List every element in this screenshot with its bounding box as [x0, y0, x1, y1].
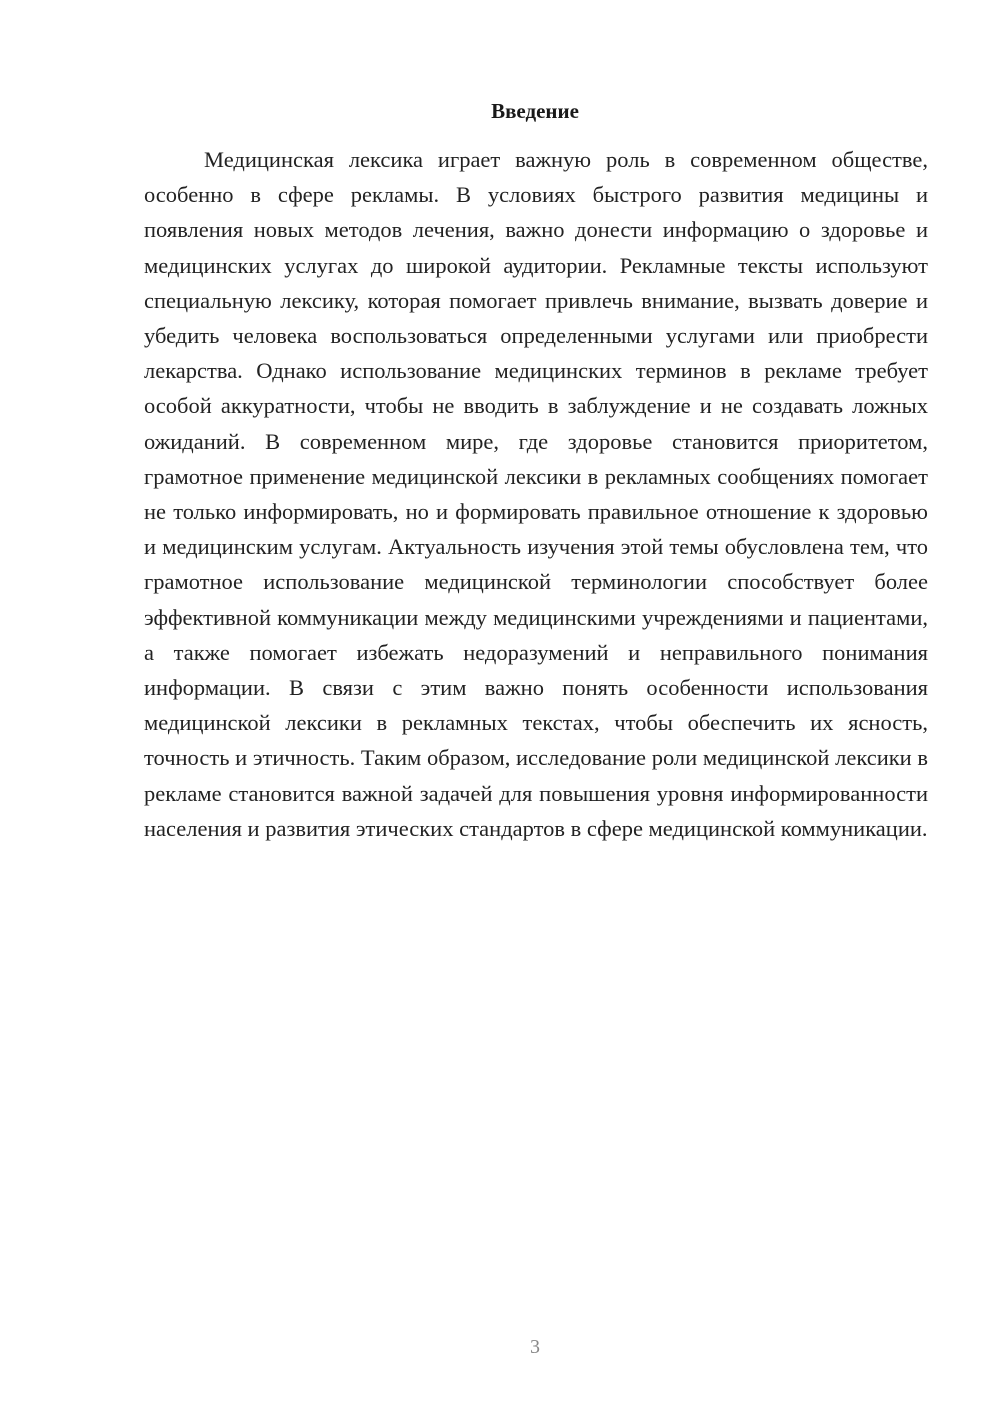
body-paragraph: Медицинская лексика играет важную роль в современном обществе, особенно в сфере рекламы. В условиях быстрого развития медицины и появления новых методов лечения, важно донести информацию о здоровье и медицинских услугах до широкой аудитории. Рекламные тексты используют специальную лексику, которая помогает привлечь внимание, вызвать доверие и убедить человека воспользоваться определенными услугами или приобрести лекарства. Однако использование медицинских терминов в рекламе требует особой аккуратности, чтобы не вводить в заблуждение и не создавать ложных ожиданий. В современном мире, где здоровье становится приоритетом, грамотное применение медицинской лексики в рекламных сообщениях помогает не только информировать, но и формировать правильное отношение к здоровью и медицинским услугам. Актуальность изучения этой темы обусловлена тем, что грамотное использование медицинской терминологии способствует более эффективной коммуникации между медицинскими учреждениями и пациентами, а также помогает избежать недоразумений и неправильного понимания информации. В связи с этим важно понять особенности использования медицинской лексики в рекламных текстах, чтобы обеспечить их ясность, точность и этичность. Таким образом, исследование роли медицинской лексики в рекламе становится важной задачей для повышения уровня информированности населения и развития этических стандартов в сфере медицинской коммуникации. [144, 147, 928, 841]
section-title: Введение [491, 99, 579, 123]
page-number: 3 [530, 1336, 540, 1358]
